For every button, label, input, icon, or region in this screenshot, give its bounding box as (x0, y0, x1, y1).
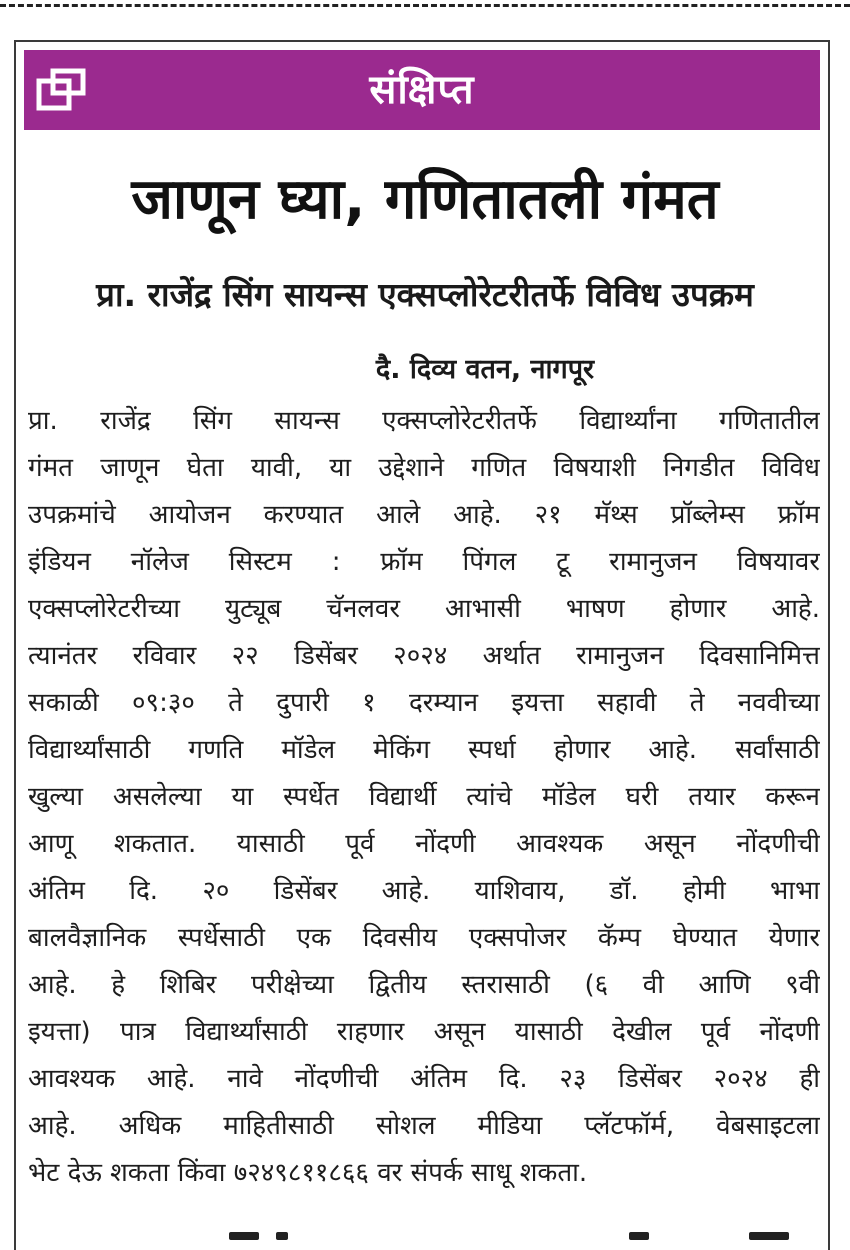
subheadline: प्रा. राजेंद्र सिंग सायन्स एक्सप्लोरेटरीतर्फे विविध उपक्रम (96, 275, 754, 314)
body-line: सकाळी ०९:३० ते दुपारी १ दरम्यान इयत्ता सहावी ते नववीच्या (28, 688, 820, 718)
body-line: गंमत जाणून घेता यावी, या उद्देशाने गणित विषयाशी निगडीत विविध (28, 453, 820, 483)
body-line: एक्सप्लोरेटरीच्या युट्यूब चॅनलवर आभासी भाषण होणार आहे. (28, 594, 820, 624)
body-line: प्रा. राजेंद्र सिंग सायन्स एक्सप्लोरेटरीतर्फे विद्यार्थ्यांना गणितातील (28, 406, 820, 436)
body-line: आवश्यक आहे. नावे नोंदणीची अंतिम दि. २३ डिसेंबर २०२४ ही (28, 1064, 820, 1094)
body-line: बालवैज्ञानिक स्पर्धेसाठी एक दिवसीय एक्सपोजर कॅम्प घेण्यात येणार (28, 923, 820, 953)
body-line: त्यानंतर रविवार २२ डिसेंबर २०२४ अर्थात रामानुजन दिवसानिमित्त (28, 641, 820, 671)
section-banner (24, 50, 820, 130)
body-line: अंतिम दि. २० डिसेंबर आहे. याशिवाय, डॉ. होमी भाभा (28, 876, 820, 906)
body-line: उपक्रमांचे आयोजन करण्यात आले आहे. २१ मॅथ्स प्रॉब्लेम्स फ्रॉम (28, 500, 820, 530)
body-line: आहे. हे शिबिर परीक्षेच्या द्वितीय स्तरासाठी (६ वी आणि ९वी (28, 970, 820, 1000)
section-title: संक्षिप्त (369, 67, 475, 113)
clipping-cut-line (0, 4, 850, 7)
body-line: इयत्ता) पात्र विद्यार्थ्यांसाठी राहणार असून यासाठी देखील पूर्व नोंदणी (28, 1017, 820, 1047)
headline: जाणून घ्या, गणितातली गंमत (131, 167, 719, 232)
byline: दै. दिव्य वतन, नागपूर (375, 354, 595, 385)
body-line: खुल्या असलेल्या या स्पर्धेत विद्यार्थी त्यांचे मॉडेल घरी तयार करून (28, 782, 820, 812)
next-article-cutoff (14, 1228, 830, 1239)
body-line: भेट देऊ शकता किंवा ७२४९८११८६६ वर संपर्क साधू शकता. (28, 1158, 588, 1188)
body-line: इंडियन नॉलेज सिस्टम : फ्रॉम पिंगल टू रामानुजन विषयावर (28, 547, 820, 577)
body-line: विद्यार्थ्यांसाठी गणति मॉडेल मेकिंग स्पर्धा होणार आहे. सर्वांसाठी (28, 735, 820, 765)
body-line: आहे. अधिक माहितीसाठी सोशल मीडिया प्लॅटफॉर्म, वेबसाइटला (28, 1111, 820, 1141)
body-line: आणू शकतात. यासाठी पूर्व नोंदणी आवश्यक असून नोंदणीची (28, 829, 820, 859)
article-body (28, 398, 820, 1197)
